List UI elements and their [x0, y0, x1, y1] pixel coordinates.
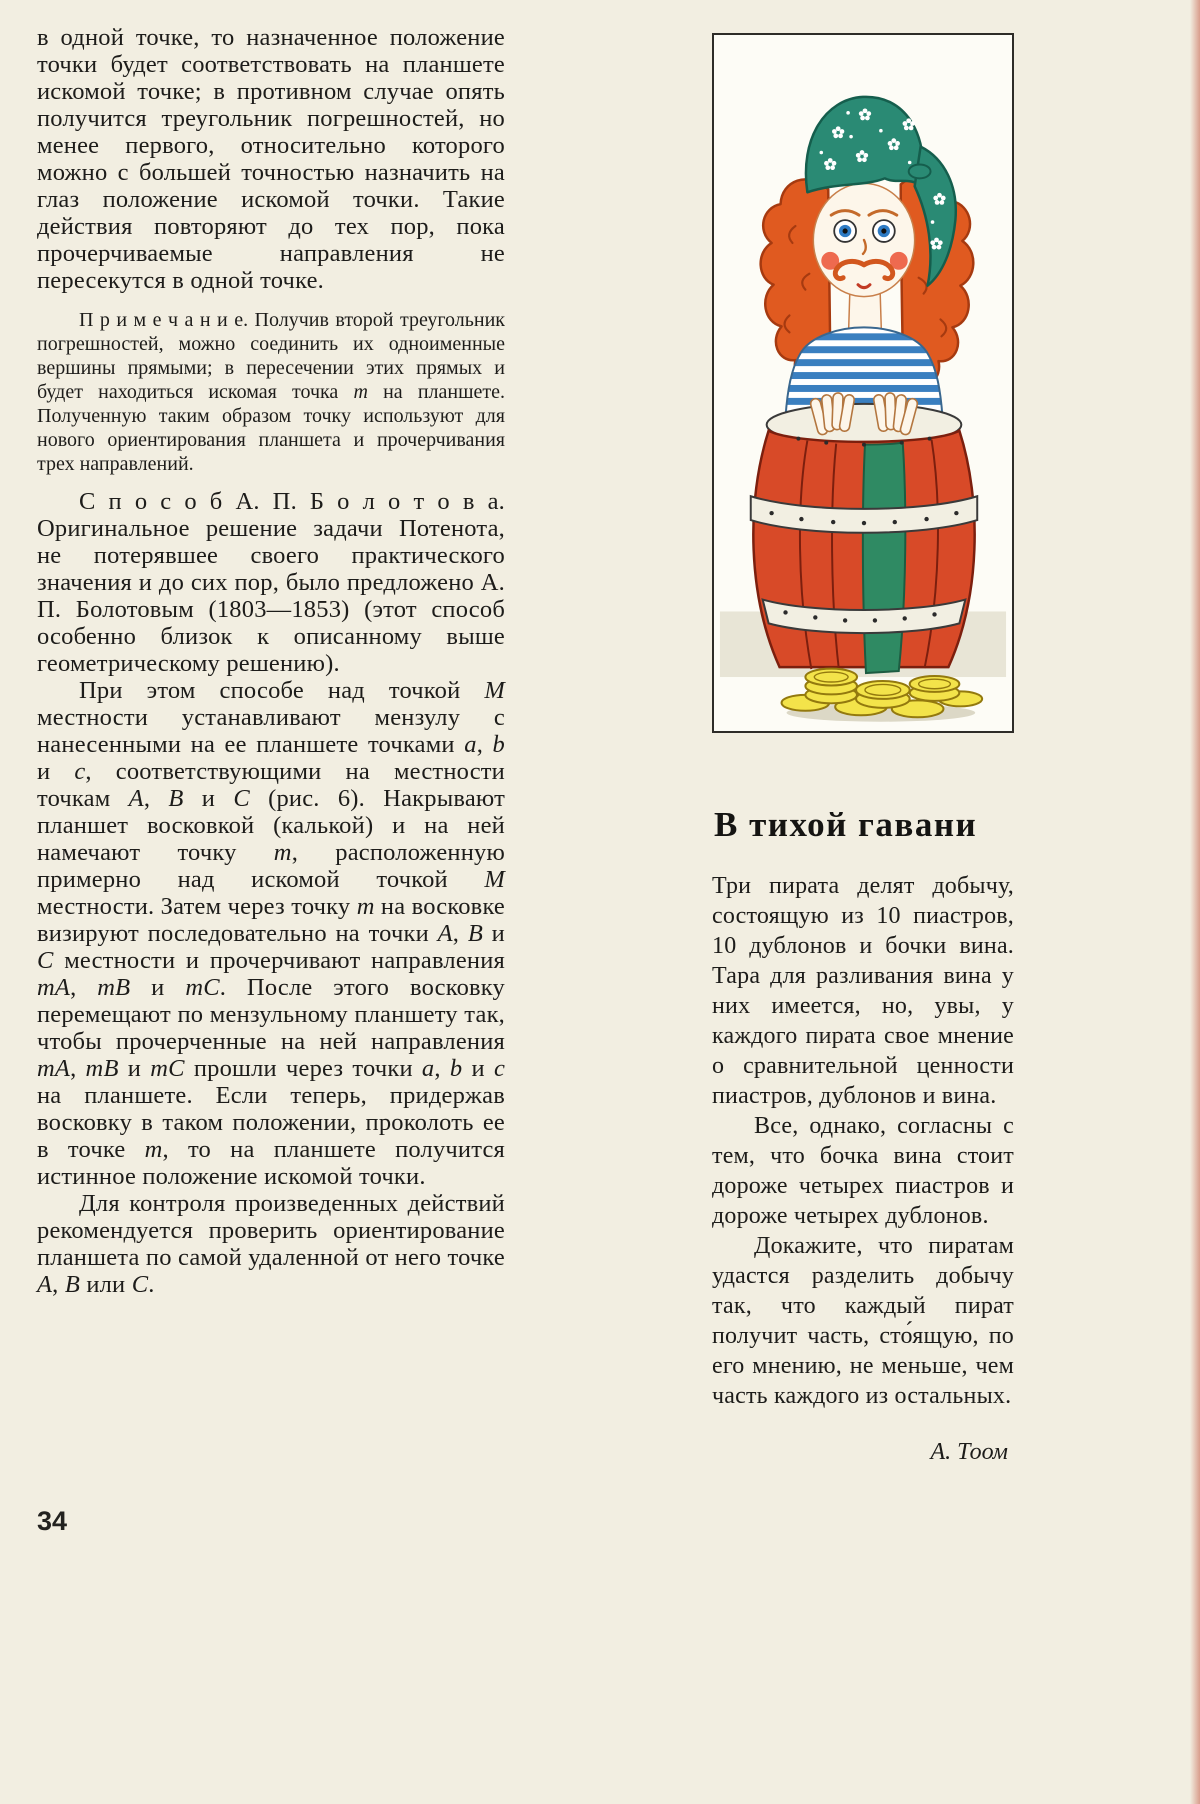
page-number: 34 [37, 1506, 68, 1536]
page-edge-shadow [1190, 0, 1200, 1804]
pirate-illustration-frame [712, 33, 1014, 733]
right-column [712, 33, 1014, 1466]
author-signature: А. Тоом [930, 1439, 1008, 1465]
barrel [751, 404, 977, 673]
barrel-stave-green [863, 443, 905, 673]
paragraph: С п о с о б А. П. Б о л о т о в а. Оригинальное решение задачи Потенота, не потерявшее своего практического значения и до сих пор, было предложено А. П. Болотовым (1803—1853) (этот способ особенно близок к описанному выше геометрическому решению). [37, 488, 505, 677]
paragraph: Для контроля произведенных действий рекомендуется проверить ориентирование планшета по самой удаленной от него точке А, В или С. [37, 1190, 505, 1298]
paragraph: Все, однако, согласны с тем, что бочка вина стоит дороже четырех пиастров и дороже четырех дублонов. [712, 1113, 1014, 1229]
paragraph: Докажите, что пиратам удастся разделить добычу так, что каждый пират получит часть, сто́ящую, по его мнению, не меньше, чем часть каждого из остальных. [712, 1233, 1014, 1409]
pirate-in-barrel-illustration [714, 35, 1012, 731]
paragraph: Три пирата делят добычу, состоящую из 10 пиастров, 10 дублонов и бочки вина. Тара для разливания вина у них имеется, но, увы, у каждого пирата свое мнение о сравнительной ценности пиастров, дублонов и вина. [712, 873, 1014, 1109]
paragraph: в одной точке, то назначенное положение точки будет соответствовать на планшете искомой точке; в противном случае опять получится треугольник погрешностей, но менее первого, относительно которого можно с большей точностью назначить на глаз положение искомой точки. Такие действия повторяют до тех пор, пока прочерчиваемые направления не пересекутся в одной точке. [37, 24, 505, 294]
section-title: В тихой гавани [714, 805, 978, 844]
left-column [37, 24, 505, 1298]
paragraph: При этом способе над точкой М местности устанавливают мензулу с нанесенными на ее планшете точками a, b и c, соответствующими на местности точкам А, В и С (рис. 6). Накрывают планшет восковкой (калькой) и на ней намечают точку m, расположенную примерно над искомой точкой М местности. Затем через точку m на восковке визируют последовательно на точки А, В и С местности и прочерчивают направления mA, mB и mC. После этого восковку перемещают по мензульному планшету так, чтобы прочерченные на ней направления mA, mB и mC прошли через точки a, b и c на планшете. Если теперь, придержав восковку в таком положении, проколоть ее в точке m, то на планшете получится истинное положение искомой точки. [37, 677, 506, 1190]
note-paragraph: П р и м е ч а н и е. Получив второй треугольник погрешностей, можно соединить их одноименные вершины прямыми; в пересечении этих прямых и будет находиться искомая точка m на планшете. Полученную таким образом точку используют для нового ориентирования планшета и прочерчивания трех направлений. [37, 309, 505, 475]
